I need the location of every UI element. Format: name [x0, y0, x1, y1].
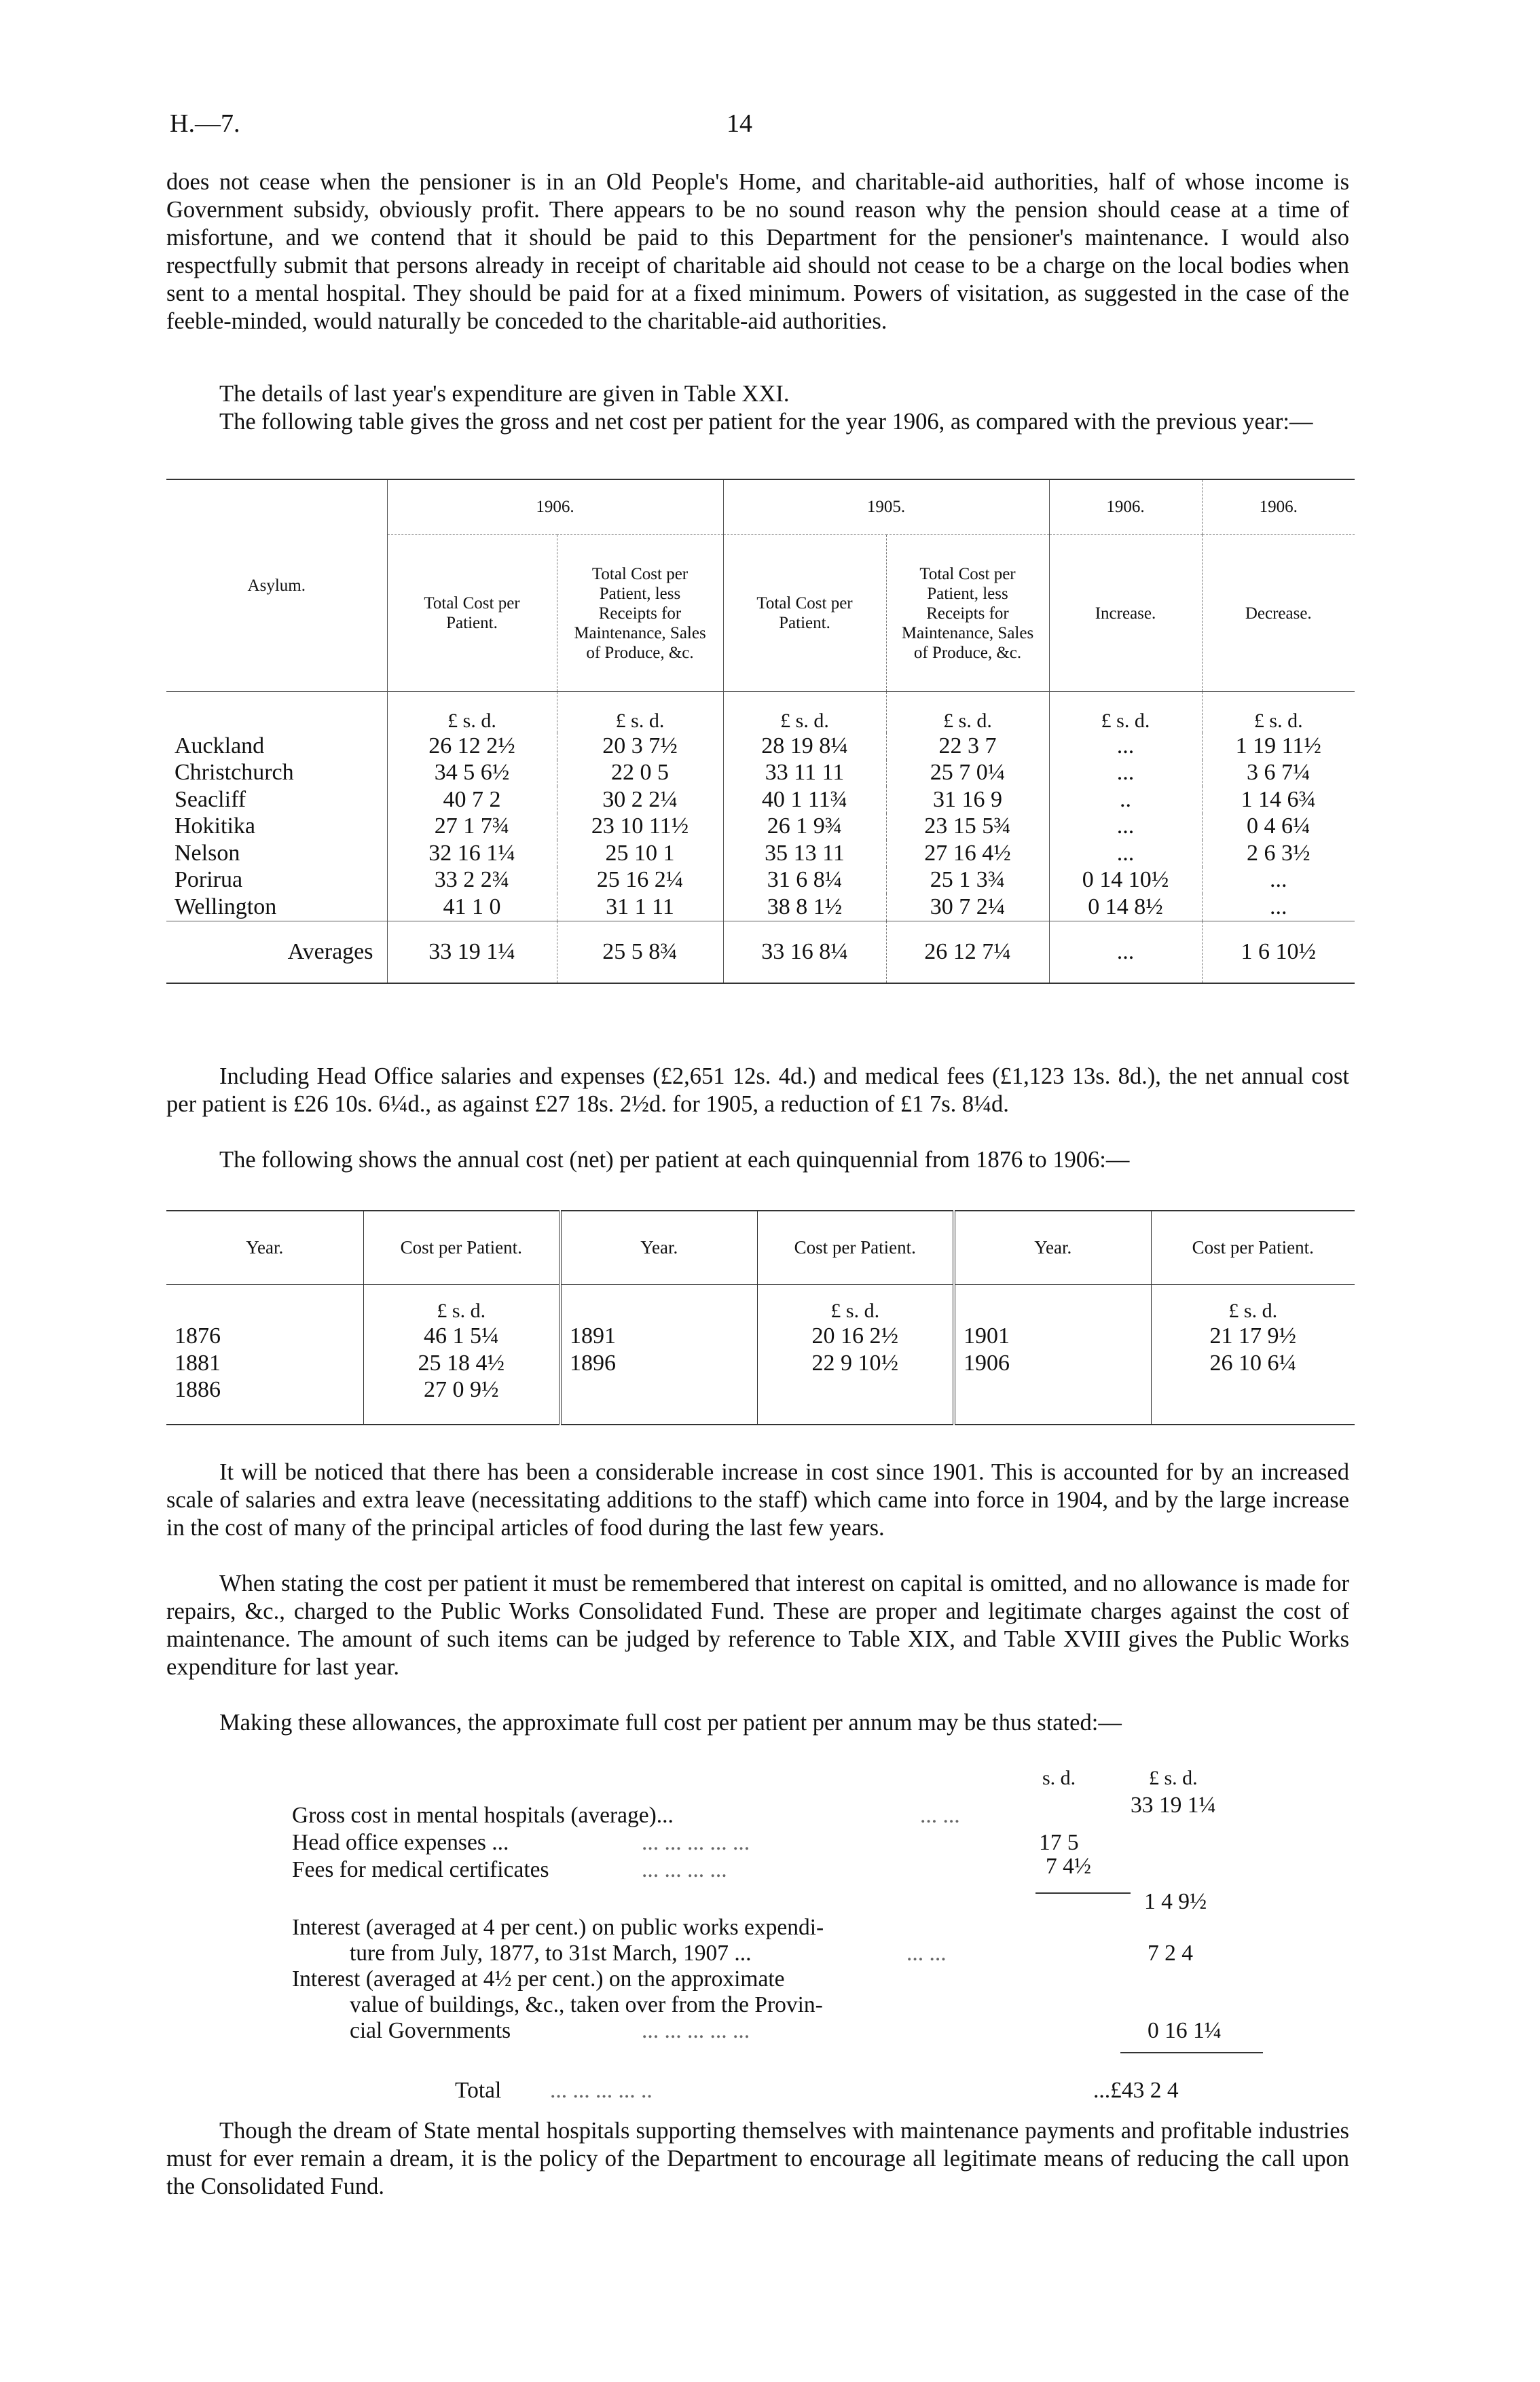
header-total-cost-1906: Total Cost per Patient. — [387, 535, 557, 692]
header-year-increase: 1906. — [1049, 479, 1202, 535]
cell-decrease: ... — [1202, 867, 1355, 894]
asylum-name: Porirua — [175, 867, 243, 893]
cell-decrease: 3 6 7¼ — [1202, 760, 1355, 787]
cell-decrease: ... — [1202, 894, 1355, 921]
head-office-label: Head office expenses ... — [292, 1830, 509, 1855]
cell-gross-1905: 31 6 8¼ — [723, 867, 886, 894]
cell-net-1905: 30 7 2¼ — [886, 894, 1049, 921]
table-row — [166, 894, 1355, 921]
cell-increase: .. — [1049, 786, 1202, 813]
cell-net-1906: 23 10 11½ — [557, 813, 723, 841]
cell-net-1905: 25 7 0¼ — [886, 760, 1049, 787]
currency-label: £ s. d. — [363, 1285, 560, 1323]
leader-dots: ... ... ... ... — [642, 1857, 727, 1882]
cell-net-1906: 22 0 5 — [557, 760, 723, 787]
interest-public-works-line2: ture from July, 1877, to 31st March, 1907 ... — [350, 1941, 752, 1966]
paragraph-interest-omitted: When stating the cost per patient it must be remembered that interest on capital is omitted, and no allowance is made for repairs, &c., charged to the Public Works Consolidated Fund. These are proper and legitimate charges against the cost of maintenance. The amount of such items can be judged by reference to Table XIX, and Table XVIII gives the Public Works expenditure for last year. — [166, 1571, 1349, 1680]
asylum-name: Seacliff — [175, 786, 246, 812]
paragraph-quinquennial-intro: The following shows the annual cost (net) per patient at each quinquennial from 1876 to 1906:— — [219, 1147, 1130, 1173]
cell-gross-1906: 27 1 7¾ — [387, 813, 557, 841]
cell-gross-1906: 26 12 2½ — [387, 733, 557, 760]
currency-label: £ s. d. — [1049, 692, 1202, 733]
page-number: 14 — [727, 109, 752, 138]
avg-gross-1906: 33 19 1¼ — [387, 921, 557, 983]
currency-label-lsd: £ s. d. — [1149, 1767, 1198, 1789]
paragraph-full-cost-intro: Making these allowances, the approximate full cost per patient per annum may be thus stated:— — [219, 1710, 1122, 1736]
asylum-name: Christchurch — [175, 760, 294, 786]
cell-increase: ... — [1049, 813, 1202, 841]
cell-gross-1905: 38 8 1½ — [723, 894, 886, 921]
paragraph-table-intro: The following table gives the gross and net cost per patient for the year 1906, as compared with the previous year:— — [219, 409, 1313, 435]
cell-gross-1906: 32 16 1¼ — [387, 840, 557, 867]
cell-net-1906: 31 1 11 — [557, 894, 723, 921]
cost-cell: 25 18 4½ — [363, 1350, 560, 1377]
cell-increase: 0 14 10½ — [1049, 867, 1202, 894]
cell-decrease: 2 6 3½ — [1202, 840, 1355, 867]
cost-cell: 27 0 9½ — [363, 1377, 560, 1425]
table-row — [166, 840, 1355, 867]
total-value: ...£43 2 4 — [1093, 2078, 1179, 2103]
cell-decrease: 1 19 11½ — [1202, 733, 1355, 760]
leader-dots: ... ... ... ... ... — [642, 2018, 750, 2043]
cell-net-1906: 25 16 2¼ — [557, 867, 723, 894]
paragraph-cost-increase: It will be noticed that there has been a considerable increase in cost since 1901. This is accounted for by an increased scale of salaries and extra leave (necessitating additions to the staff) which came into force in 1904, and by the large increase in the cost of many of the principal articles of food during the last few years. — [166, 1459, 1349, 1541]
paragraph-state-hospitals: Though the dream of State mental hospitals supporting themselves with maintenance payments and profitable industries must for ever remain a dream, it is the policy of the Department to encourage all legitimate means of reducing the call upon the Consolidated Fund. — [166, 2118, 1349, 2199]
avg-gross-1905: 33 16 8¼ — [723, 921, 886, 983]
gross-cost-value: 33 19 1¼ — [1131, 1793, 1216, 1818]
currency-label: £ s. d. — [387, 692, 557, 733]
table-row — [166, 1323, 1355, 1350]
header-asylum: Asylum. — [166, 479, 387, 692]
header-total-cost-1905: Total Cost per Patient. — [723, 535, 886, 692]
header-year: Year. — [954, 1211, 1151, 1285]
cost-cell: 20 16 2½ — [757, 1323, 954, 1350]
currency-label: £ s. d. — [757, 1285, 954, 1323]
cost-cell: 22 9 10½ — [757, 1350, 954, 1377]
table-row — [166, 1377, 1355, 1425]
year-cell: 1881 — [175, 1351, 221, 1376]
leader-dots: ... ... ... ... .. — [550, 2078, 653, 2103]
total-rule — [1120, 2052, 1263, 2053]
paragraph-head-office: Including Head Office salaries and expenses (£2,651 12s. 4d.) and medical fees (£1,123 13s. 8d.), the net annual cost per patient is £26 10s. 6¼d., as against £27 18s. 2½d. for 1905, a reduction of £1 7s. 8¼d. — [166, 1063, 1349, 1117]
paragraph-expenditure-details: The details of last year's expenditure are given in Table XXI. — [219, 381, 790, 407]
year-cell: 1906 — [954, 1350, 1151, 1377]
currency-label: £ s. d. — [886, 692, 1049, 733]
cell-net-1905: 27 16 4½ — [886, 840, 1049, 867]
head-office-value: 17 5 — [1039, 1830, 1079, 1855]
document-reference: H.—7. — [170, 109, 240, 138]
cost-cell: 21 17 9½ — [1151, 1323, 1355, 1350]
cost-cell: 46 1 5¼ — [363, 1323, 560, 1350]
cell-gross-1905: 26 1 9¾ — [723, 813, 886, 841]
asylum-name: Nelson — [175, 840, 240, 866]
interest-public-works-line1: Interest (averaged at 4 per cent.) on public works expendi- — [292, 1915, 824, 1940]
cell-net-1905: 31 16 9 — [886, 786, 1049, 813]
cell-net-1905: 25 1 3¾ — [886, 867, 1049, 894]
cell-decrease: 1 14 6¾ — [1202, 786, 1355, 813]
avg-net-1906: 25 5 8¾ — [557, 921, 723, 983]
medical-fees-label: Fees for medical certificates — [292, 1857, 549, 1882]
cost-cell: 26 10 6¼ — [1151, 1350, 1355, 1377]
cell-gross-1905: 33 11 11 — [723, 760, 886, 787]
header-increase: Increase. — [1049, 535, 1202, 692]
leader-dots: ... ... ... ... ... — [642, 1830, 750, 1855]
year-cell: 1896 — [560, 1350, 757, 1377]
header-cost: Cost per Patient. — [757, 1211, 954, 1285]
header-year: Year. — [560, 1211, 757, 1285]
cell-increase: ... — [1049, 840, 1202, 867]
cell-gross-1905: 35 13 11 — [723, 840, 886, 867]
cell-net-1906: 30 2 2¼ — [557, 786, 723, 813]
year-cell: 1901 — [954, 1323, 1151, 1350]
year-cell: 1886 — [175, 1377, 221, 1402]
gross-cost-label: Gross cost in mental hospitals (average)... — [292, 1803, 674, 1828]
cell-gross-1906: 33 2 2¾ — [387, 867, 557, 894]
cell-net-1905: 23 15 5¾ — [886, 813, 1049, 841]
cell-net-1906: 25 10 1 — [557, 840, 723, 867]
total-label: Total — [455, 2078, 502, 2103]
interest-buildings-value: 0 16 1¼ — [1148, 2018, 1222, 2043]
table-row — [166, 760, 1355, 787]
cell-net-1906: 20 3 7½ — [557, 733, 723, 760]
averages-row — [166, 921, 1355, 983]
cost-per-patient-table — [166, 479, 1355, 984]
avg-increase: ... — [1049, 921, 1202, 983]
cell-increase: ... — [1049, 733, 1202, 760]
header-decrease: Decrease. — [1202, 535, 1355, 692]
table-row — [166, 786, 1355, 813]
table-row — [166, 813, 1355, 841]
medical-fees-value: 7 4½ — [1046, 1854, 1091, 1879]
interest-buildings-line1: Interest (averaged at 4½ per cent.) on the approximate — [292, 1966, 785, 1992]
cell-increase: ... — [1049, 760, 1202, 787]
table-row — [166, 733, 1355, 760]
cell-gross-1905: 28 19 8¼ — [723, 733, 886, 760]
year-cell: 1891 — [560, 1323, 757, 1350]
subtotal-value: 1 4 9½ — [1144, 1889, 1207, 1914]
leader-dots: ... ... — [906, 1941, 947, 1966]
header-year-decrease: 1906. — [1202, 479, 1355, 535]
cell-increase: 0 14 8½ — [1049, 894, 1202, 921]
interest-public-works-value: 7 2 4 — [1148, 1941, 1193, 1966]
currency-label: £ s. d. — [723, 692, 886, 733]
averages-label: Averages — [166, 921, 387, 983]
interest-buildings-line3: cial Governments — [350, 2018, 511, 2043]
header-year-1905: 1905. — [723, 479, 1049, 535]
header-net-cost-1905: Total Cost per Patient, less Receipts for Maintenance, Sales of Produce, &c. — [886, 535, 1049, 692]
cell-decrease: 0 4 6¼ — [1202, 813, 1355, 841]
cell-gross-1905: 40 1 11¾ — [723, 786, 886, 813]
currency-label: £ s. d. — [1202, 692, 1355, 733]
header-cost: Cost per Patient. — [363, 1211, 560, 1285]
paragraph-pension: does not cease when the pensioner is in an Old People's Home, and charitable-aid authorities, half of whose income is Government subsidy, obviously profit. There appears to be no sound reason why the pension should cease at a time of misfortune, and we contend that it should be paid to this Department for the pensioner's maintenance. I would also respectfully submit that persons already in receipt of charitable aid should not cease to be a charge on the local bodies when sent to a mental hospital. They should be paid for at a fixed minimum. Powers of visitation, as suggested in the case of the feeble-minded, would naturally be conceded to the charitable-aid authorities. — [166, 169, 1349, 334]
table-row — [166, 867, 1355, 894]
quinquennial-cost-table — [166, 1210, 1355, 1425]
header-year-1906: 1906. — [387, 479, 723, 535]
currency-label: £ s. d. — [557, 692, 723, 733]
asylum-name: Auckland — [175, 733, 265, 758]
interest-buildings-line2: value of buildings, &c., taken over from the Provin- — [350, 1992, 823, 2017]
asylum-name: Wellington — [175, 894, 277, 919]
asylum-name: Hokitika — [175, 813, 255, 839]
cell-net-1905: 22 3 7 — [886, 733, 1049, 760]
year-cell: 1876 — [175, 1323, 221, 1349]
currency-label: £ s. d. — [1151, 1285, 1355, 1323]
table-row — [166, 1350, 1355, 1377]
cell-gross-1906: 34 5 6½ — [387, 760, 557, 787]
leader-dots: ... ... — [920, 1803, 960, 1828]
header-cost: Cost per Patient. — [1151, 1211, 1355, 1285]
avg-net-1905: 26 12 7¼ — [886, 921, 1049, 983]
subtotal-rule — [1035, 1892, 1131, 1894]
cell-gross-1906: 41 1 0 — [387, 894, 557, 921]
cell-gross-1906: 40 7 2 — [387, 786, 557, 813]
header-net-cost-1906: Total Cost per Patient, less Receipts for Maintenance, Sales of Produce, &c. — [557, 535, 723, 692]
header-year: Year. — [166, 1211, 363, 1285]
currency-label-sd: s. d. — [1042, 1767, 1076, 1789]
avg-decrease: 1 6 10½ — [1202, 921, 1355, 983]
